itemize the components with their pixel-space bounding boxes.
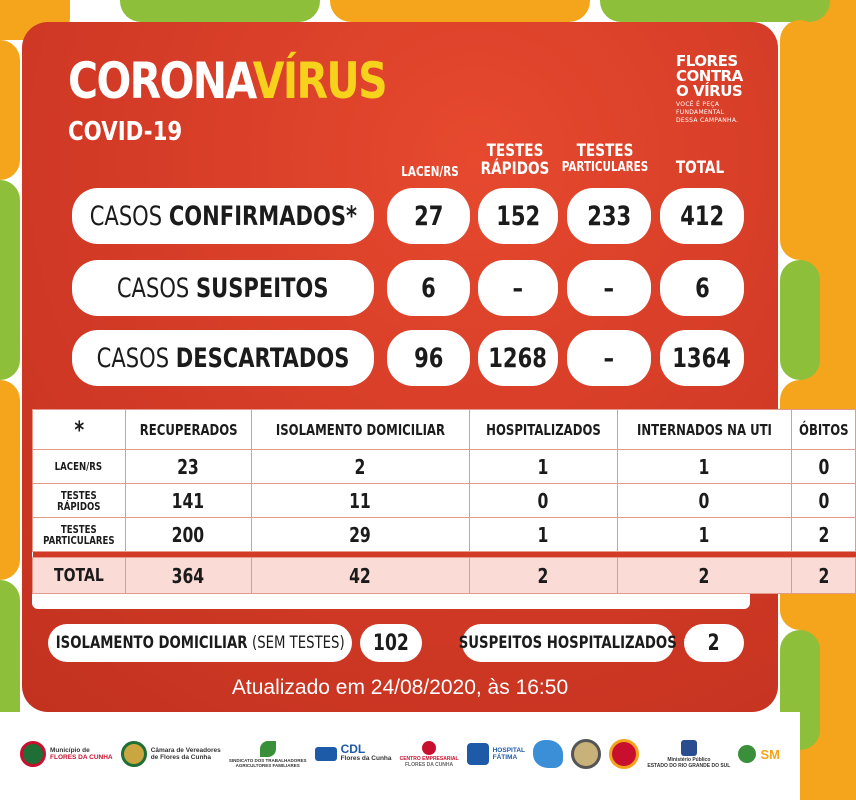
deco-block — [0, 380, 20, 580]
table-row-label — [33, 518, 126, 552]
case-value: – — [512, 272, 524, 304]
cell-value: 0 — [818, 454, 829, 479]
isolamento-summary — [48, 624, 352, 662]
cell-value: 2 — [537, 563, 549, 588]
table-header-label: ÓBITOS — [798, 420, 849, 439]
col-head-lacen-label: LACEN/RS — [401, 165, 459, 180]
isolamento-label: ISOLAMENTO DOMICILIAR — [55, 633, 248, 653]
logo-line-1: SINDICATO DOS TRABALHADORES — [228, 757, 307, 763]
table-cell — [617, 484, 791, 518]
case-value: 1268 — [488, 342, 548, 374]
col-head-particulares-line-1: TESTES — [576, 141, 634, 161]
row-label-line-1: LACEN/RS — [55, 460, 103, 473]
campaign-tagline — [676, 101, 776, 125]
table-total-label — [33, 558, 126, 594]
deco-block — [600, 0, 830, 22]
cell-value: 23 — [177, 454, 200, 479]
case-value-particulares — [567, 260, 651, 316]
table-cell — [791, 484, 856, 518]
table-row — [33, 518, 856, 552]
case-value-rapidos — [478, 188, 558, 244]
sm-logo-icon — [738, 745, 780, 763]
deco-block — [780, 260, 820, 380]
campaign-line-1: FLORES — [676, 52, 738, 70]
case-label-bold: SUSPEITOS — [196, 272, 329, 304]
logo-line-1: CENTRO EMPRESARIAL — [399, 755, 459, 762]
sponsor-logos — [20, 724, 780, 784]
total-label: TOTAL — [53, 565, 104, 586]
page-subtitle: COVID-19 — [68, 117, 183, 147]
cell-value: 11 — [349, 488, 372, 513]
row-label-line-2: PARTICULARES — [43, 533, 115, 547]
col-head-lacen — [394, 166, 466, 180]
cell-value: 0 — [818, 488, 829, 513]
table-cell — [125, 484, 251, 518]
case-label-prefix: CASOS — [117, 272, 197, 304]
table-header — [251, 410, 469, 450]
case-value-particulares — [567, 330, 651, 386]
logo-line-1: HOSPITAL — [492, 747, 525, 754]
cell-value: 200 — [171, 522, 205, 547]
case-value-total — [660, 188, 744, 244]
state-map-icon — [533, 740, 563, 768]
campaign-tagline-3: DESSA CAMPANHA. — [676, 117, 739, 124]
col-head-rapidos-line-1: TESTES — [486, 141, 544, 161]
case-value: 412 — [680, 200, 724, 232]
page-title — [68, 52, 386, 110]
case-value: 6 — [421, 272, 436, 304]
row-label-line-2: RÁPIDOS — [57, 499, 101, 513]
suspeitos-value — [684, 624, 744, 662]
case-value-lacen — [387, 188, 470, 244]
table-cell — [125, 518, 251, 552]
isolamento-number: 102 — [373, 630, 409, 656]
cell-value: 141 — [171, 488, 205, 513]
col-head-total — [668, 160, 732, 178]
table-row-label — [33, 450, 126, 484]
logo-line-2: ESTADO DO RIO GRANDE DO SUL — [647, 762, 731, 769]
logo-line-1: Município de — [50, 747, 90, 754]
case-value: – — [603, 272, 615, 304]
cell-value: 1 — [698, 454, 710, 479]
cell-value: 2 — [818, 522, 829, 547]
brigada-seal-icon — [571, 739, 601, 769]
logo-line-2: FLORES DA CUNHA — [404, 761, 454, 768]
row-label-line-1: TESTES — [60, 488, 97, 502]
case-value-total — [660, 330, 744, 386]
table-cell — [251, 484, 469, 518]
case-value: 6 — [694, 272, 710, 304]
case-value: 96 — [413, 342, 444, 374]
logo-line-1: Câmara de Vereadores — [150, 747, 221, 754]
campaign-line-3: O VÍRUS — [676, 82, 743, 100]
logo-line-1: Ministério Público — [667, 756, 711, 763]
deco-block — [780, 20, 820, 260]
deco-block — [0, 180, 20, 380]
table-row — [33, 484, 856, 518]
table-cell — [469, 484, 617, 518]
campaign-tagline-2: FUNDAMENTAL — [676, 109, 725, 116]
case-value: 152 — [496, 200, 540, 232]
table-header-label: RECUPERADOS — [139, 420, 238, 439]
table-cell — [791, 558, 856, 594]
deco-block — [330, 0, 590, 22]
case-label-suspeitos — [72, 260, 374, 316]
table-cell — [251, 558, 469, 594]
logo-line-2: AGRICULTORES FAMILIARES — [235, 762, 300, 768]
municipal-crest-icon — [20, 741, 113, 767]
cell-value: 364 — [171, 563, 205, 588]
case-value: 27 — [413, 200, 444, 232]
title-part-1: CORONA — [68, 52, 253, 110]
deco-block — [120, 0, 320, 22]
cell-value: 0 — [698, 488, 710, 513]
table-row-label — [33, 484, 126, 518]
case-value-lacen — [387, 260, 470, 316]
logo-line-2: Flores da Cunha — [340, 755, 392, 762]
suspeitos-number: 2 — [708, 630, 720, 656]
case-value-total — [660, 260, 744, 316]
bombeiros-seal-icon — [609, 739, 639, 769]
logo-line-1: SM — [760, 746, 780, 762]
cdl-icon — [315, 742, 392, 762]
table-cell — [125, 558, 251, 594]
ministerio-publico-icon — [647, 740, 730, 769]
case-value-rapidos — [478, 260, 558, 316]
cell-value: 0 — [537, 488, 549, 513]
col-head-rapidos-line-2: RÁPIDOS — [480, 158, 550, 179]
isolamento-value — [360, 624, 422, 662]
centro-empresarial-icon — [400, 741, 459, 768]
table-row — [33, 450, 856, 484]
deco-block — [0, 40, 20, 180]
table-cell — [251, 450, 469, 484]
suspeitos-summary — [458, 624, 678, 662]
cell-value: 2 — [354, 454, 366, 479]
cell-value: 2 — [818, 563, 829, 588]
table-header — [469, 410, 617, 450]
col-head-particulares-line-2: PARTICULARES — [561, 159, 649, 175]
table-cell — [125, 450, 251, 484]
table-corner — [33, 410, 126, 450]
campaign-logo — [676, 54, 776, 125]
case-label-descartados — [72, 330, 374, 386]
logo-line-2: de Flores da Cunha — [150, 754, 212, 761]
case-value: 1364 — [672, 342, 732, 374]
suspeitos-label: SUSPEITOS HOSPITALIZADOS — [458, 633, 678, 653]
hospital-cross-icon — [467, 743, 525, 765]
table-cell — [469, 518, 617, 552]
sindicato-leaf-icon — [229, 741, 307, 768]
cell-value: 1 — [698, 522, 710, 547]
col-head-rapidos — [479, 143, 551, 179]
isolamento-note: (SEM TESTES) — [251, 633, 345, 653]
table-header — [791, 410, 856, 450]
table-cell — [791, 450, 856, 484]
table-total-row — [33, 558, 856, 594]
table-cell — [469, 558, 617, 594]
table-cell — [617, 450, 791, 484]
table-cell — [791, 518, 856, 552]
cell-value: 1 — [537, 522, 549, 547]
campaign-line-2: CONTRA — [676, 67, 743, 85]
case-value: – — [603, 342, 615, 374]
case-label-prefix: CASOS — [96, 342, 176, 374]
table-cell — [617, 558, 791, 594]
col-head-total-label: TOTAL — [675, 158, 725, 178]
table-header-label: HOSPITALIZADOS — [485, 420, 601, 439]
table-cell — [469, 450, 617, 484]
table-header-label: ISOLAMENTO DOMICILIAR — [275, 420, 445, 439]
logo-line-2: FLORES DA CUNHA — [50, 754, 113, 761]
title-part-2: VÍRUS — [252, 52, 386, 110]
table-header — [125, 410, 251, 450]
row-label-line-1: TESTES — [60, 522, 97, 536]
logo-line-1: CDL — [340, 742, 366, 756]
table-cell — [617, 518, 791, 552]
table-cell — [251, 518, 469, 552]
table-header-label: INTERNADOS NA UTI — [636, 420, 772, 439]
case-value-lacen — [387, 330, 470, 386]
case-label-confirmados — [72, 188, 374, 244]
updated-timestamp: Atualizado em 24/08/2020, às 16:50 — [231, 676, 569, 699]
campaign-tagline-1: VOCÊ É PEÇA — [676, 101, 720, 108]
col-head-particulares — [561, 143, 649, 174]
outcomes-table — [32, 409, 856, 594]
case-value-rapidos — [478, 330, 558, 386]
table-header-row — [33, 410, 856, 450]
case-value: 233 — [587, 200, 631, 232]
chamber-crest-icon — [121, 741, 221, 767]
logo-line-2: FÁTIMA — [492, 754, 518, 761]
asterisk-label: * — [73, 415, 84, 444]
table-header — [617, 410, 791, 450]
case-label-prefix: CASOS — [89, 200, 169, 232]
cell-value: 42 — [349, 563, 372, 588]
case-value-particulares — [567, 188, 651, 244]
case-label-bold: CONFIRMADOS* — [168, 200, 357, 232]
cell-value: 29 — [349, 522, 372, 547]
cell-value: 1 — [537, 454, 549, 479]
case-label-bold: DESCARTADOS — [175, 342, 350, 374]
cell-value: 2 — [698, 563, 710, 588]
